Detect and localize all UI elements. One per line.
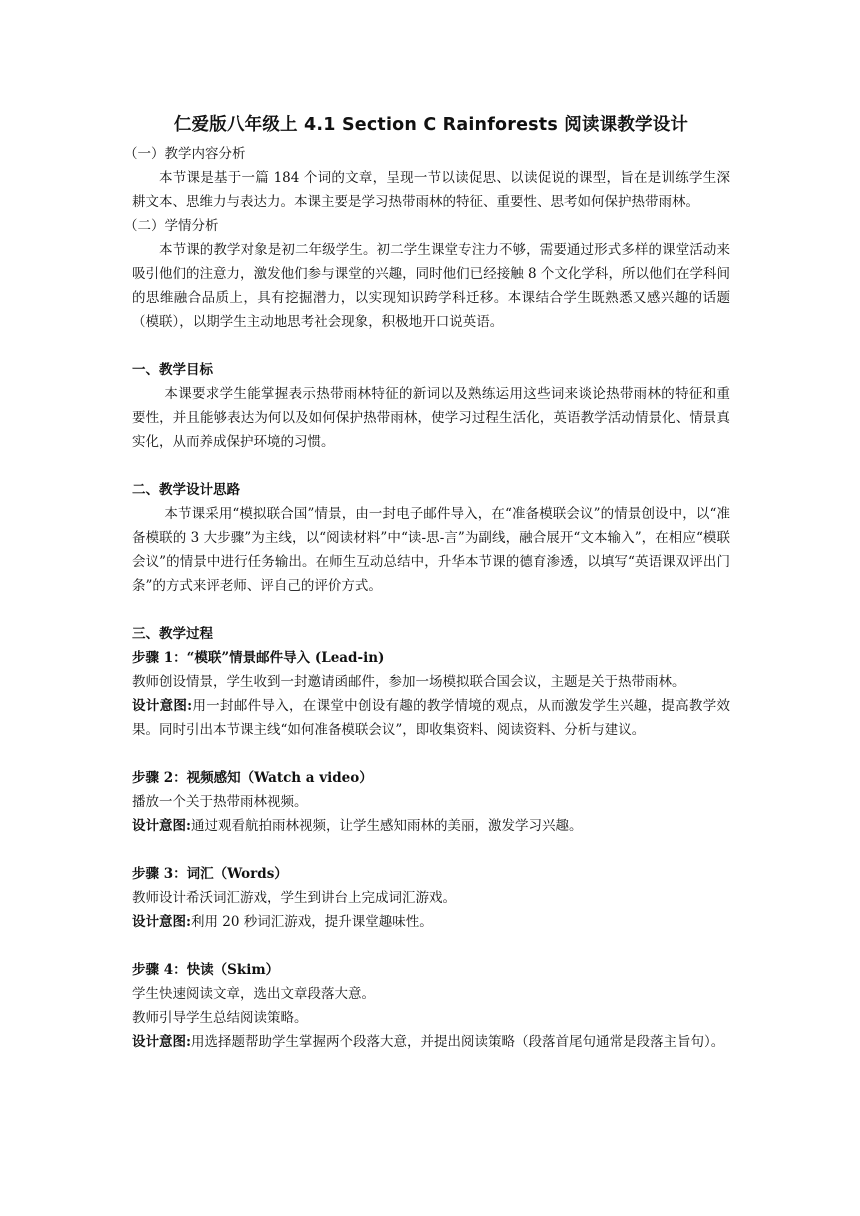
step-description: 播放一个关于热带雨林视频。 [132,794,308,810]
intent-label: 设计意图: [132,914,191,930]
intent-text: 通过观看航拍雨林视频，让学生感知雨林的美丽，激发学习兴趣。 [190,818,583,834]
intent-text: 用一封邮件导入，在课堂中创设有趣的教学情境的观点，从而激发学生兴趣，提高教学效果。同时引出本节课主线“如何准备模联会议”，即收集资料、阅读资料、分析与建议。 [132,698,731,738]
step-intent [132,910,730,934]
spacer [132,334,730,358]
process-step [132,646,730,742]
step-title: 步骤 1：“模联”情景邮件导入 (Lead-in) [132,650,385,666]
intent-label: 设计意图: [132,818,191,834]
process-heading: 三、教学过程 [132,626,213,642]
step-description: 教师设计希沃词汇游戏，学生到讲台上完成词汇游戏。 [132,890,456,906]
design-text: 本节课采用“模拟联合国”情景，由一封电子邮件导入，在“准备模联会议”的情景创设中，以“准备模联的 3 大步骤”为主线，以“阅读材料”中“读-思-言”为副线，融合展开“文本输入”，在相应“模联会议”的情景中进行任务输出。在师生互动总结中，升华本节课的德育渗透，以填写“英语课双评出门条”的方式来评老师、评自己的评价方式。 [132,506,730,594]
process-step [132,862,730,934]
process-step [132,958,730,1054]
spacer [132,838,730,862]
step-title: 步骤 3：词汇（Words） [132,866,288,882]
step-description: 学生快速阅读文章，选出文章段落大意。 [132,986,375,1002]
step-intent [132,814,730,838]
intent-text: 用选择题帮助学生掌握两个段落大意，并提出阅读策略（段落首尾句通常是段落主旨句）。 [190,1034,725,1050]
step-title: 步骤 2：视频感知（Watch a video） [132,770,373,786]
document-title: 仁爱版八年级上 4.1 Section C Rainforests 阅读课教学设计 [173,115,689,135]
student-analysis-heading: （二）学情分析 [124,218,219,234]
intent-label: 设计意图: [132,698,193,714]
design-heading: 二、教学设计思路 [132,482,240,498]
step-intent [132,1030,730,1054]
intent-label: 设计意图: [132,1034,191,1050]
process-step [132,766,730,838]
spacer [132,598,730,622]
spacer [132,934,730,958]
goals-text: 本课要求学生能掌握表示热带雨林特征的新词以及熟练运用这些词来谈论热带雨林的特征和重要性，并且能够表达为何以及如何保护热带雨林，使学习过程生活化，英语教学活动情景化、情景真实化，从而养成保护环境的习惯。 [132,386,730,450]
step-title: 步骤 4：快读（Skim） [132,962,280,978]
student-analysis-text: 本节课的教学对象是初二年级学生。初二学生课堂专注力不够，需要通过形式多样的课堂活动来吸引他们的注意力，激发他们参与课堂的兴趣，同时他们已经接触 8 个文化学科，所以他们在学科间的思维融合品质上，具有挖掘潜力，以实现知识跨学科迁移。本课结合学生既熟悉又感兴趣的话题（模联），以期学生主动地思考社会现象，积极地开口说英语。 [132,242,730,330]
goals-heading: 一、教学目标 [132,362,213,378]
step-description: 教师引导学生总结阅读策略。 [132,1010,308,1026]
spacer [132,454,730,478]
spacer [132,742,730,766]
content-analysis-heading: （一）教学内容分析 [124,146,246,162]
intent-text: 利用 20 秒词汇游戏，提升课堂趣味性。 [190,914,433,930]
content-analysis-text: 本节课是基于一篇 184 个词的文章，呈现一节以读促思、以读促说的课型，旨在是训练学生深耕文本、思维力与表达力。本课主要是学习热带雨林的特征、重要性、思考如何保护热带雨林。 [132,170,730,210]
step-intent [132,694,730,742]
step-description: 教师创设情景，学生收到一封邀请函邮件，参加一场模拟联合国会议，主题是关于热带雨林。 [132,674,686,690]
